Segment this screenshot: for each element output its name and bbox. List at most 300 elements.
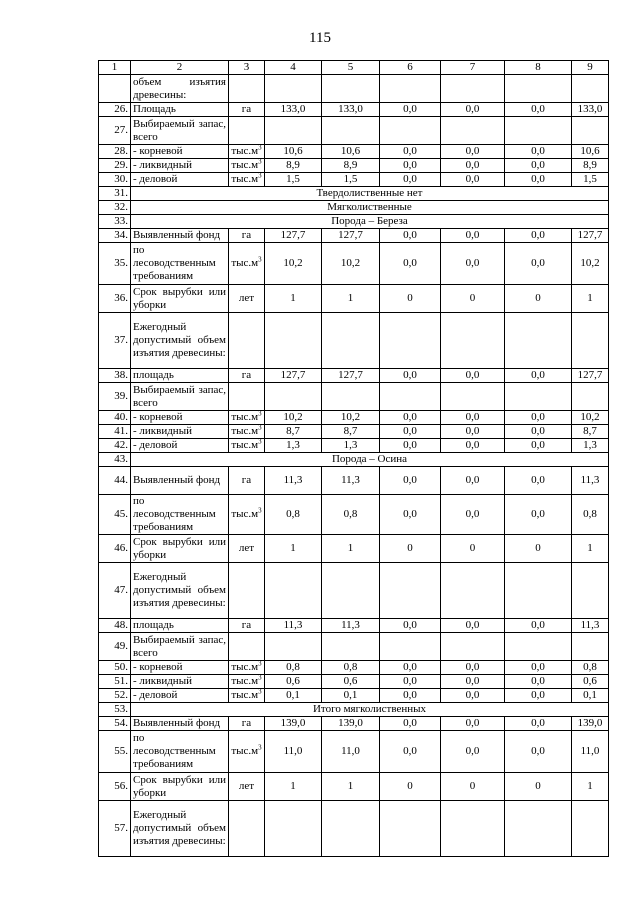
value-cell: [265, 75, 322, 103]
value-cell: 1: [572, 773, 609, 801]
value-cell: 0: [380, 285, 441, 313]
value-cell: 1: [572, 535, 609, 563]
table-row: [99, 229, 609, 243]
table-row: [99, 159, 609, 173]
value-cell: [572, 633, 609, 661]
value-cell: [441, 801, 505, 857]
value-cell: 0,0: [505, 675, 572, 689]
indicator-name: площадь: [131, 369, 229, 383]
value-cell: 139,0: [572, 717, 609, 731]
value-cell: 0,0: [505, 661, 572, 675]
unit-cell: [229, 369, 265, 383]
value-cell: 139,0: [322, 717, 380, 731]
table-row: [99, 619, 609, 633]
unit-label: га: [241, 474, 252, 486]
unit-cell: [229, 173, 265, 187]
value-cell: 0,0: [441, 689, 505, 703]
table-row: [99, 717, 609, 731]
value-cell: 0,0: [505, 243, 572, 285]
value-cell: 0,0: [380, 103, 441, 117]
unit-exponent: 3: [258, 157, 262, 166]
value-cell: 11,3: [572, 467, 609, 495]
row-number: 40.: [99, 411, 131, 425]
value-cell: 139,0: [265, 717, 322, 731]
value-cell: 11,3: [322, 467, 380, 495]
value-cell: 1: [265, 285, 322, 313]
value-cell: 0: [505, 285, 572, 313]
unit-label: лет: [238, 292, 255, 304]
indicator-name: Ежегодный допустимый объем изъятия древесины:: [131, 313, 229, 369]
value-cell: [322, 383, 380, 411]
table-row: [99, 75, 609, 103]
value-cell: 0,0: [505, 159, 572, 173]
indicator-name: Ежегодный допустимый объем изъятия древесины:: [131, 801, 229, 857]
column-header: 6: [380, 61, 441, 75]
unit-cell: [229, 495, 265, 535]
value-cell: 1: [265, 773, 322, 801]
value-cell: 0,0: [441, 159, 505, 173]
value-cell: 0,0: [441, 411, 505, 425]
row-number: 30.: [99, 173, 131, 187]
unit-exponent: 3: [258, 143, 262, 152]
value-cell: 11,0: [322, 731, 380, 773]
row-number: 31.: [99, 187, 131, 201]
row-number: 29.: [99, 159, 131, 173]
value-cell: 1,5: [265, 173, 322, 187]
value-cell: 0,0: [380, 411, 441, 425]
value-cell: [265, 313, 322, 369]
table-row: [99, 563, 609, 619]
value-cell: 0,0: [505, 731, 572, 773]
value-cell: 0,1: [265, 689, 322, 703]
value-cell: 0,0: [380, 229, 441, 243]
value-cell: [572, 383, 609, 411]
value-cell: 0: [441, 535, 505, 563]
row-number: 47.: [99, 563, 131, 619]
value-cell: 10,2: [265, 243, 322, 285]
unit-cell: [229, 619, 265, 633]
value-cell: 0,0: [441, 439, 505, 453]
value-cell: 0,0: [441, 467, 505, 495]
value-cell: 0: [441, 773, 505, 801]
value-cell: [505, 117, 572, 145]
value-cell: 0,0: [441, 425, 505, 439]
value-cell: [505, 563, 572, 619]
indicator-name: Выявленный фонд: [131, 467, 229, 495]
column-header: 3: [229, 61, 265, 75]
indicator-name: - ликвидный: [131, 425, 229, 439]
row-number: 44.: [99, 467, 131, 495]
table-row: [99, 801, 609, 857]
unit-label: тыс.м: [231, 661, 259, 673]
value-cell: 10,2: [322, 243, 380, 285]
unit-exponent: 3: [258, 659, 262, 668]
section-row: [99, 453, 609, 467]
value-cell: 1: [322, 535, 380, 563]
unit-label: тыс.м: [231, 257, 259, 269]
table-row: [99, 495, 609, 535]
value-cell: 127,7: [322, 369, 380, 383]
indicator-name: объем изъятия древесины:: [131, 75, 229, 103]
value-cell: 0: [505, 773, 572, 801]
value-cell: [572, 75, 609, 103]
value-cell: [505, 633, 572, 661]
value-cell: 0,0: [380, 425, 441, 439]
value-cell: 0: [505, 535, 572, 563]
table-row: [99, 689, 609, 703]
value-cell: 10,6: [265, 145, 322, 159]
value-cell: 1: [322, 773, 380, 801]
unit-cell: [229, 439, 265, 453]
section-title: Мягколиственные: [131, 201, 609, 215]
value-cell: 0,0: [441, 369, 505, 383]
unit-cell: [229, 563, 265, 619]
value-cell: [380, 383, 441, 411]
row-number: 48.: [99, 619, 131, 633]
value-cell: 11,3: [265, 467, 322, 495]
unit-exponent: 3: [258, 687, 262, 696]
value-cell: 133,0: [322, 103, 380, 117]
value-cell: 0,0: [380, 675, 441, 689]
forest-data-table: [98, 60, 609, 857]
column-header: 9: [572, 61, 609, 75]
value-cell: [265, 383, 322, 411]
unit-cell: [229, 633, 265, 661]
unit-cell: [229, 383, 265, 411]
value-cell: 0,0: [380, 145, 441, 159]
unit-cell: [229, 731, 265, 773]
row-number: 50.: [99, 661, 131, 675]
indicator-name: - корневой: [131, 661, 229, 675]
unit-label: тыс.м: [231, 675, 259, 687]
unit-exponent: 3: [258, 743, 262, 752]
value-cell: 0,0: [380, 495, 441, 535]
value-cell: 0,0: [505, 717, 572, 731]
value-cell: [265, 563, 322, 619]
indicator-name: - деловой: [131, 689, 229, 703]
value-cell: 1: [265, 535, 322, 563]
value-cell: 1: [572, 285, 609, 313]
value-cell: [380, 563, 441, 619]
value-cell: 0,0: [380, 689, 441, 703]
value-cell: 0,0: [505, 369, 572, 383]
value-cell: [265, 801, 322, 857]
unit-cell: [229, 689, 265, 703]
unit-label: лет: [238, 780, 255, 792]
indicator-name: Выбираемый запас, всего: [131, 633, 229, 661]
unit-label: га: [241, 619, 252, 631]
unit-label: лет: [238, 542, 255, 554]
value-cell: [572, 117, 609, 145]
unit-label: тыс.м: [231, 689, 259, 701]
row-number: 46.: [99, 535, 131, 563]
row-number: 51.: [99, 675, 131, 689]
value-cell: 0: [380, 773, 441, 801]
value-cell: 0,0: [505, 495, 572, 535]
value-cell: 0,0: [441, 103, 505, 117]
value-cell: [322, 563, 380, 619]
value-cell: 1,5: [322, 173, 380, 187]
table-row: [99, 425, 609, 439]
value-cell: 0,0: [505, 229, 572, 243]
value-cell: 0: [441, 285, 505, 313]
unit-exponent: 3: [258, 437, 262, 446]
value-cell: 1,3: [265, 439, 322, 453]
value-cell: [505, 801, 572, 857]
table-row: [99, 313, 609, 369]
unit-cell: [229, 313, 265, 369]
row-number: 56.: [99, 773, 131, 801]
value-cell: 127,7: [265, 229, 322, 243]
indicator-name: Выбираемый запас, всего: [131, 383, 229, 411]
value-cell: 0,0: [380, 243, 441, 285]
unit-exponent: 3: [258, 171, 262, 180]
unit-exponent: 3: [258, 423, 262, 432]
value-cell: 0,0: [505, 145, 572, 159]
indicator-name: Выявленный фонд: [131, 717, 229, 731]
value-cell: 0,0: [380, 439, 441, 453]
value-cell: [572, 563, 609, 619]
indicator-name: площадь: [131, 619, 229, 633]
row-number: 54.: [99, 717, 131, 731]
value-cell: 0,6: [265, 675, 322, 689]
section-title: Порода – Осина: [131, 453, 609, 467]
value-cell: [380, 117, 441, 145]
row-number: 41.: [99, 425, 131, 439]
table-row: [99, 243, 609, 285]
value-cell: 0,0: [441, 731, 505, 773]
indicator-name: Срок вырубки или уборки: [131, 535, 229, 563]
section-row: [99, 215, 609, 229]
value-cell: 0,8: [572, 495, 609, 535]
value-cell: 0,8: [265, 495, 322, 535]
value-cell: 0,0: [380, 731, 441, 773]
unit-label: тыс.м: [231, 173, 259, 185]
value-cell: 10,6: [572, 145, 609, 159]
table-row: [99, 383, 609, 411]
value-cell: [505, 313, 572, 369]
value-cell: 0,0: [441, 619, 505, 633]
unit-cell: [229, 717, 265, 731]
value-cell: 10,6: [322, 145, 380, 159]
value-cell: 0,8: [322, 661, 380, 675]
row-number: [99, 75, 131, 103]
unit-cell: [229, 117, 265, 145]
unit-cell: [229, 75, 265, 103]
row-number: 45.: [99, 495, 131, 535]
row-number: 37.: [99, 313, 131, 369]
row-number: 32.: [99, 201, 131, 215]
section-row: [99, 703, 609, 717]
value-cell: [572, 313, 609, 369]
value-cell: 11,0: [265, 731, 322, 773]
row-number: 26.: [99, 103, 131, 117]
value-cell: 0,0: [441, 173, 505, 187]
indicator-name: Срок вырубки или уборки: [131, 285, 229, 313]
unit-label: тыс.м: [231, 145, 259, 157]
value-cell: 127,7: [572, 229, 609, 243]
value-cell: 0,0: [441, 495, 505, 535]
row-number: 53.: [99, 703, 131, 717]
row-number: 55.: [99, 731, 131, 773]
value-cell: [322, 75, 380, 103]
value-cell: 8,9: [265, 159, 322, 173]
section-title: Порода – Береза: [131, 215, 609, 229]
value-cell: [572, 801, 609, 857]
table-row: [99, 117, 609, 145]
unit-label: тыс.м: [231, 411, 259, 423]
table-row: [99, 145, 609, 159]
value-cell: 10,2: [572, 243, 609, 285]
value-cell: 1,3: [572, 439, 609, 453]
table-row: [99, 675, 609, 689]
unit-exponent: 3: [258, 506, 262, 515]
table-row: [99, 633, 609, 661]
value-cell: 127,7: [572, 369, 609, 383]
section-title: Итого мягколиственных: [131, 703, 609, 717]
value-cell: 0,8: [322, 495, 380, 535]
unit-cell: [229, 773, 265, 801]
value-cell: 0,0: [505, 425, 572, 439]
column-header: 5: [322, 61, 380, 75]
table-row: [99, 369, 609, 383]
table-row: [99, 411, 609, 425]
value-cell: 8,9: [322, 159, 380, 173]
indicator-name: - ликвидный: [131, 159, 229, 173]
table-row: [99, 731, 609, 773]
unit-exponent: 3: [258, 255, 262, 264]
value-cell: 0,1: [322, 689, 380, 703]
column-header: 4: [265, 61, 322, 75]
value-cell: 0,0: [505, 467, 572, 495]
value-cell: 11,0: [572, 731, 609, 773]
value-cell: [265, 117, 322, 145]
unit-label: тыс.м: [231, 439, 259, 451]
indicator-name: - деловой: [131, 439, 229, 453]
row-number: 49.: [99, 633, 131, 661]
row-number: 34.: [99, 229, 131, 243]
table-row: [99, 467, 609, 495]
value-cell: 1,5: [572, 173, 609, 187]
value-cell: [441, 75, 505, 103]
value-cell: 11,3: [322, 619, 380, 633]
value-cell: 0,0: [505, 439, 572, 453]
unit-cell: [229, 103, 265, 117]
value-cell: 8,7: [322, 425, 380, 439]
value-cell: 10,2: [572, 411, 609, 425]
unit-label: тыс.м: [231, 425, 259, 437]
row-number: 28.: [99, 145, 131, 159]
value-cell: [441, 117, 505, 145]
table-row: [99, 773, 609, 801]
value-cell: 127,7: [265, 369, 322, 383]
indicator-name: - корневой: [131, 411, 229, 425]
indicator-name: Срок вырубки или уборки: [131, 773, 229, 801]
value-cell: 8,9: [572, 159, 609, 173]
value-cell: [322, 801, 380, 857]
unit-exponent: 3: [258, 409, 262, 418]
value-cell: 1: [322, 285, 380, 313]
unit-label: га: [241, 717, 252, 729]
unit-label: тыс.м: [231, 159, 259, 171]
unit-label: га: [241, 103, 252, 115]
value-cell: 0,0: [505, 619, 572, 633]
unit-cell: [229, 467, 265, 495]
value-cell: [505, 383, 572, 411]
value-cell: [441, 563, 505, 619]
unit-cell: [229, 285, 265, 313]
table-row: [99, 535, 609, 563]
indicator-name: по лесоводственным требованиям: [131, 495, 229, 535]
value-cell: 8,7: [265, 425, 322, 439]
value-cell: 1,3: [322, 439, 380, 453]
indicator-name: - ликвидный: [131, 675, 229, 689]
column-header: 1: [99, 61, 131, 75]
unit-label: тыс.м: [231, 745, 259, 757]
table-row: [99, 285, 609, 313]
unit-exponent: 3: [258, 673, 262, 682]
indicator-name: - деловой: [131, 173, 229, 187]
value-cell: [265, 633, 322, 661]
value-cell: 0,0: [380, 717, 441, 731]
table-row: [99, 661, 609, 675]
value-cell: 0,0: [441, 243, 505, 285]
value-cell: 0,0: [441, 145, 505, 159]
value-cell: [441, 383, 505, 411]
indicator-name: - корневой: [131, 145, 229, 159]
value-cell: 133,0: [265, 103, 322, 117]
unit-cell: [229, 801, 265, 857]
indicator-name: по лесоводственным требованиям: [131, 731, 229, 773]
value-cell: 0,0: [505, 173, 572, 187]
value-cell: 0,0: [380, 159, 441, 173]
value-cell: 11,3: [265, 619, 322, 633]
column-header: 7: [441, 61, 505, 75]
table-row: [99, 439, 609, 453]
row-number: 35.: [99, 243, 131, 285]
value-cell: 0,1: [572, 689, 609, 703]
row-number: 38.: [99, 369, 131, 383]
unit-cell: [229, 535, 265, 563]
column-header: 2: [131, 61, 229, 75]
indicator-name: по лесоводственным требованиям: [131, 243, 229, 285]
value-cell: 0,0: [380, 467, 441, 495]
row-number: 42.: [99, 439, 131, 453]
value-cell: [322, 313, 380, 369]
value-cell: 0,8: [265, 661, 322, 675]
value-cell: 0,0: [441, 229, 505, 243]
value-cell: 0,0: [505, 411, 572, 425]
row-number: 39.: [99, 383, 131, 411]
unit-cell: [229, 243, 265, 285]
row-number: 33.: [99, 215, 131, 229]
value-cell: 0,0: [380, 369, 441, 383]
value-cell: [380, 801, 441, 857]
value-cell: [380, 633, 441, 661]
column-number-row: [99, 61, 609, 75]
value-cell: 0,0: [380, 619, 441, 633]
value-cell: 0,0: [441, 661, 505, 675]
value-cell: 0,0: [441, 675, 505, 689]
section-title: Твердолиственные нет: [131, 187, 609, 201]
value-cell: 8,7: [572, 425, 609, 439]
value-cell: 0,0: [441, 717, 505, 731]
unit-label: га: [241, 229, 252, 241]
section-row: [99, 201, 609, 215]
value-cell: [441, 633, 505, 661]
value-cell: [322, 117, 380, 145]
indicator-name: Выявленный фонд: [131, 229, 229, 243]
